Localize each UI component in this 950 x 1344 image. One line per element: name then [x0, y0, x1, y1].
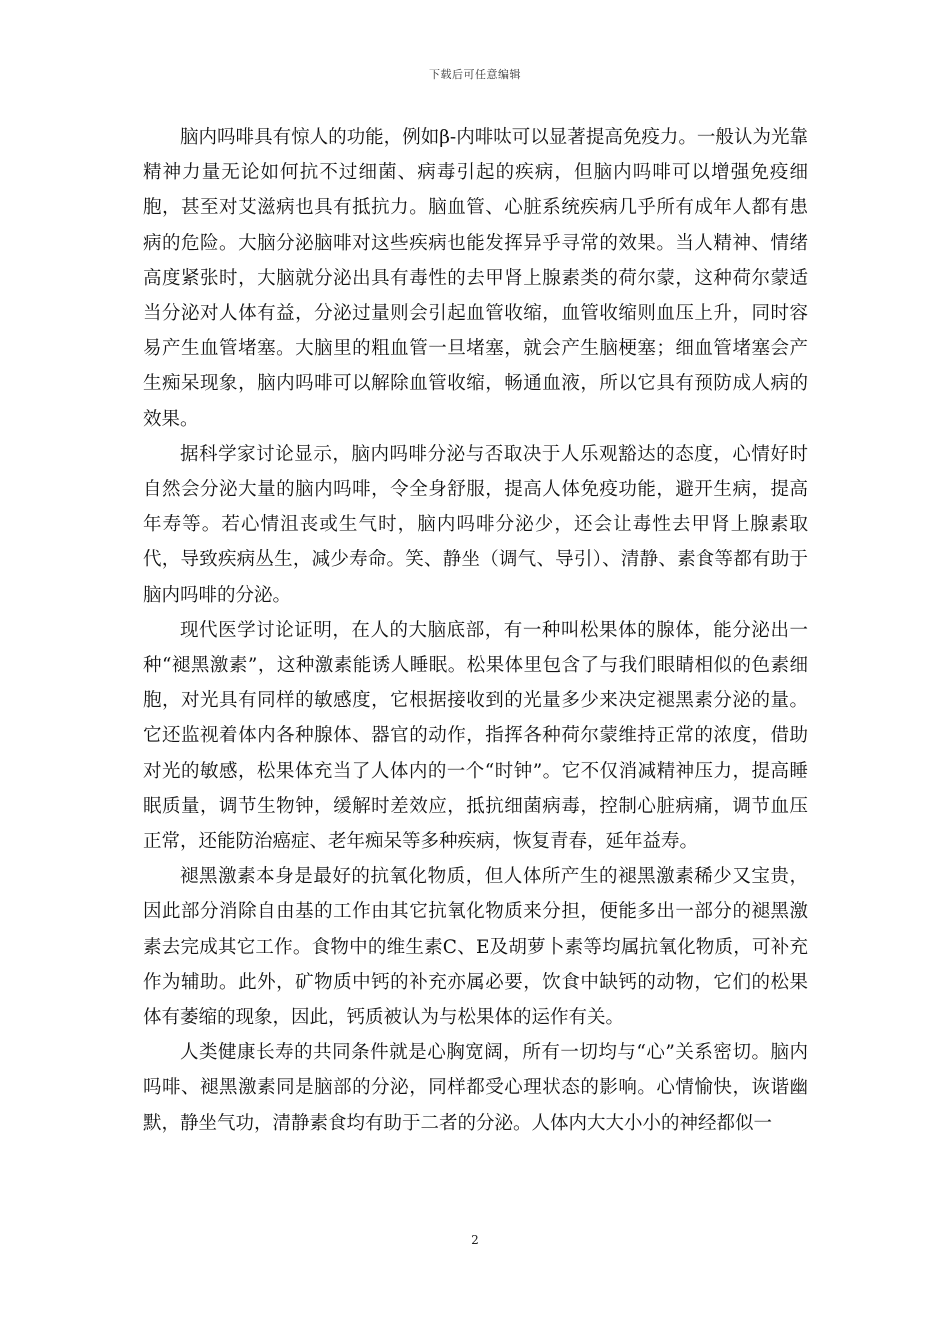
document-body [143, 120, 808, 1141]
paragraph-5: 人类健康长寿的共同条件就是心胸宽阔，所有一切均与“心”关系密切。脑内吗啡、褪黑激素同是脑部的分泌，同样都受心理状态的影响。心情愉快，诙谐幽默，静坐气功，清静素食均有助于二者的分泌。人体内大大小小的神经都似一 [143, 1042, 808, 1134]
paragraph-1: 脑内吗啡具有惊人的功能，例如β-内啡呔可以显著提高免疫力。一般认为光靠精神力量无论如何抗不过细菌、病毒引起的疾病，但脑内吗啡可以增强免疫细胞，甚至对艾滋病也具有抵抗力。脑血管、心脏系统疾病几乎所有成年人都有患病的危险。大脑分泌脑啡对这些疾病也能发挥异乎寻常的效果。当人精神、情绪高度紧张时，大脑就分泌出具有毒性的去甲肾上腺素类的荷尔蒙，这种荷尔蒙适当分泌对人体有益，分泌过量则会引起血管收缩，血管收缩则血压上升，同时容易产生血管堵塞。大脑里的粗血管一旦堵塞，就会产生脑梗塞；细血管堵塞会产生痴呆现象，脑内吗啡可以解除血管收缩，畅通血液，所以它具有预防成人病的效果。 [143, 127, 808, 430]
page-number: 2 [471, 1233, 479, 1247]
page-header: 下载后可任意编辑 [429, 68, 521, 81]
paragraph-3: 现代医学讨论证明，在人的大脑底部，有一种叫松果体的腺体，能分泌出一种“褪黑激素”，这种激素能诱人睡眠。松果体里包含了与我们眼睛相似的色素细胞，对光具有同样的敏感度，它根据接收到的光量多少来决定褪黑素分泌的量。它还监视着体内各种腺体、器官的动作，指挥各种荷尔蒙维持正常的浓度，借助对光的敏感，松果体充当了人体内的一个“时钟”。它不仅消减精神压力，提高睡眠质量，调节生物钟，缓解时差效应，抵抗细菌病毒，控制心脏病痛，调节血压正常，还能防治癌症、老年痴呆等多种疾病，恢复青春，延年益寿。 [143, 619, 808, 853]
paragraph-2: 据科学家讨论显示，脑内吗啡分泌与否取决于人乐观豁达的态度，心情好时自然会分泌大量的脑内吗啡，令全身舒服，提高人体免疫功能，避开生病，提高年寿等。若心情沮丧或生气时，脑内吗啡分泌少，还会让毒性去甲肾上腺素取代，导致疾病丛生，减少寿命。笑、静坐（调气、导引）、清静、素食等都有助于脑内吗啡的分泌。 [143, 443, 808, 606]
paragraph-4: 褪黑激素本身是最好的抗氧化物质，但人体所产生的褪黑激素稀少又宝贵，因此部分消除自由基的工作由其它抗氧化物质来分担，便能多出一部分的褪黑激素去完成其它工作。食物中的维生素C、E及胡萝卜素等均属抗氧化物质，可补充作为辅助。此外，矿物质中钙的补充亦属必要，饮食中缺钙的动物，它们的松果体有萎缩的现象，因此，钙质被认为与松果体的运作有关。 [143, 866, 808, 1029]
